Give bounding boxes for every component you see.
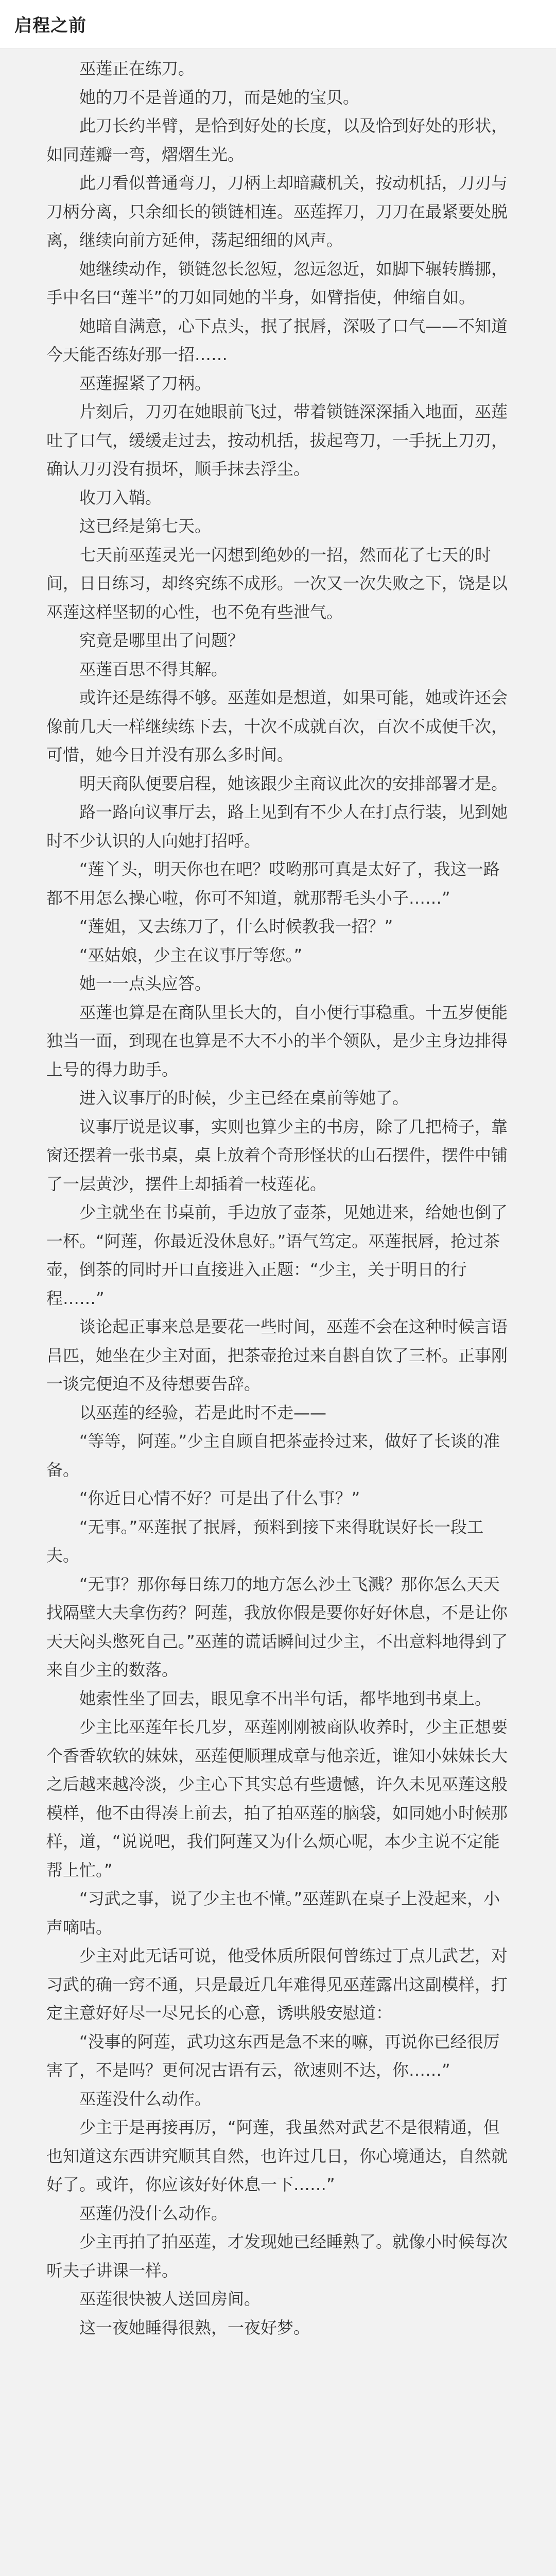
paragraph: “无事？那你每日练刀的地方怎么沙土飞溅？那你怎么天天找隔壁大夫拿伤药？阿莲，我放你假是要你好好休息，不是让你天天闷头憋死自己。”巫莲的谎话瞬间过少主，不出意料地得到了来自少主的数落。	[46, 1574, 508, 1680]
paragraph: “习武之事，说了少主也不懂。”巫莲趴在桌子上没起来，小声嘀咕。	[46, 1889, 500, 1937]
paragraph: 巫莲正在练刀。	[79, 59, 195, 78]
paragraph: “巫姑娘，少主在议事厅等您。”	[79, 945, 303, 965]
paragraph: 巫莲握紧了刀柄。	[79, 373, 212, 393]
paragraph: 少主就坐在书桌前，手边放了壶茶，见她进来，给她也倒了一杯。“阿莲，你最近没休息好。”语气笃定。巫莲抿唇，抢过茶壶，倒茶的同时开口直接进入正题：“少主，关于明日的行程……”	[46, 1202, 508, 1308]
paragraph: 或许还是练得不够。巫莲如是想道，如果可能，她或许还会像前几天一样继续练下去，十次不成就百次，百次不成便千次，可惜，她今日并没有那么多时间。	[46, 688, 508, 765]
article-body	[0, 48, 556, 2363]
paragraph: 她的刀不是普通的刀，而是她的宝贝。	[79, 87, 360, 107]
paragraph: 巫莲很快被人送回房间。	[79, 2289, 261, 2309]
paragraph: 议事厅说是议事，实则也算少主的书房，除了几把椅子，靠窗还摆着一张书桌，桌上放着个奇形怪状的山石摆件，摆件中铺了一层黄沙，摆件上却插着一枝莲花。	[46, 1116, 508, 1194]
paragraph: 巫莲也算是在商队里长大的，自小便行事稳重。十五岁便能独当一面，到现在也算是不大不小的半个领队，是少主身边排得上号的得力助手。	[46, 1002, 508, 1079]
paragraph: 谈论起正事来总是要花一些时间，巫莲不会在这种时候言语吕匹，她坐在少主对面，把茶壶抢过来自斟自饮了三杯。正事刚一谈完便迫不及待想要告辞。	[46, 1317, 508, 1394]
paragraph: 少主对此无话可说，他受体质所限何曾练过丁点儿武艺，对习武的确一窍不通，只是最近几年难得见巫莲露出这副模样，打定主意好好尽一尽兄长的心意，诱哄般安慰道：	[46, 1946, 508, 2023]
paragraph: 她暗自满意，心下点头，抿了抿唇，深吸了口气——不知道今天能否练好那一招……	[46, 316, 508, 364]
paragraph: 此刀长约半臂，是恰到好处的长度，以及恰到好处的形状，如同莲瓣一弯，熠熠生光。	[46, 116, 508, 164]
paragraph: 这一夜她睡得很熟，一夜好梦。	[79, 2317, 310, 2337]
paragraph: 她索性坐了回去，眼见拿不出半句话，都毕地到书桌上。	[79, 1688, 492, 1708]
paragraph: 究竟是哪里出了问题？	[79, 631, 245, 650]
paragraph: “等等，阿莲。”少主自顾自把茶壶拎过来，做好了长谈的准备。	[46, 1431, 500, 1480]
paragraph: 巫莲没什么动作。	[79, 2089, 212, 2109]
paragraph: “莲姐，又去练刀了，什么时候教我一招？”	[79, 917, 393, 936]
paragraph: 她继续动作，锁链忽长忽短，忽远忽近，如脚下辗转腾挪，手中名曰“莲半”的刀如同她的半身，如臂指使，伸缩自如。	[46, 259, 508, 307]
paragraph: “莲丫头，明天你也在吧？哎哟那可真是太好了，我这一路都不用怎么操心啦，你可不知道，就那帮毛头小子……”	[46, 859, 500, 908]
paragraph: 片刻后，刀刃在她眼前飞过，带着锁链深深插入地面，巫莲吐了口气，缓缓走过去，按动机括，拔起弯刀，一手抚上刀刃，确认刀刃没有损坏，顺手抹去浮尘。	[46, 402, 508, 479]
page-title: 启程之前	[14, 15, 86, 36]
paragraph: 收刀入鞘。	[79, 487, 162, 507]
paragraph: “没事的阿莲，武功这东西是急不来的嘛，再说你已经很厉害了，不是吗？更何况古语有云，欲速则不达，你……”	[46, 2031, 500, 2080]
paragraph: 明天商队便要启程，她该跟少主商议此次的安排部署才是。	[79, 773, 508, 793]
paragraph: 路一路向议事厅去，路上见到有不少人在打点行装，见到她时不少认识的人向她打招呼。	[46, 802, 508, 851]
paragraph: 少主再拍了拍巫莲，才发现她已经睡熟了。就像小时候每次听夫子讲课一样。	[46, 2232, 508, 2280]
paragraph: 巫莲仍没什么动作。	[79, 2203, 228, 2223]
paragraph: “无事。”巫莲抿了抿唇，预料到接下来得耽误好长一段工夫。	[46, 1517, 484, 1565]
paragraph: 进入议事厅的时候，少主已经在桌前等她了。	[79, 1088, 409, 1108]
paragraph: 少主于是再接再厉，“阿莲，我虽然对武艺不是很精通，但也知道这东西讲究顺其自然，也许过几日，你心境通达，自然就好了。或许，你应该好好休息一下……”	[46, 2117, 508, 2194]
paragraph: 她一一点头应答。	[79, 974, 212, 993]
header-bar	[0, 0, 556, 48]
paragraph: 少主比巫莲年长几岁，巫莲刚刚被商队收养时，少主正想要个香香软软的妹妹，巫莲便顺理成章与他亲近，谁知小妹妹长大之后越来越冷淡，少主心下其实总有些遗憾，许久未见巫莲这般模样，他不由得凑上前去，拍了拍巫莲的脑袋，如同她小时候那样，道，“说说吧，我们阿莲又为什么烦心呢，本少主说不定能帮上忙。”	[46, 1717, 508, 1880]
paragraph: “你近日心情不好？可是出了什么事？”	[79, 1488, 360, 1508]
paragraph: 七天前巫莲灵光一闪想到绝妙的一招，然而花了七天的时间，日日练习，却终究练不成形。一次又一次失败之下，饶是以巫莲这样坚韧的心性，也不免有些泄气。	[46, 545, 508, 622]
paragraph: 此刀看似普通弯刀，刀柄上却暗藏机关，按动机括，刀刃与刀柄分离，只余细长的锁链相连。巫莲挥刀，刀刀在最紧要处脱离，继续向前方延伸，荡起细细的风声。	[46, 173, 508, 250]
paragraph: 巫莲百思不得其解。	[79, 659, 228, 679]
paragraph: 以巫莲的经验，若是此时不走——	[79, 1402, 327, 1422]
paragraph: 这已经是第七天。	[79, 516, 212, 536]
